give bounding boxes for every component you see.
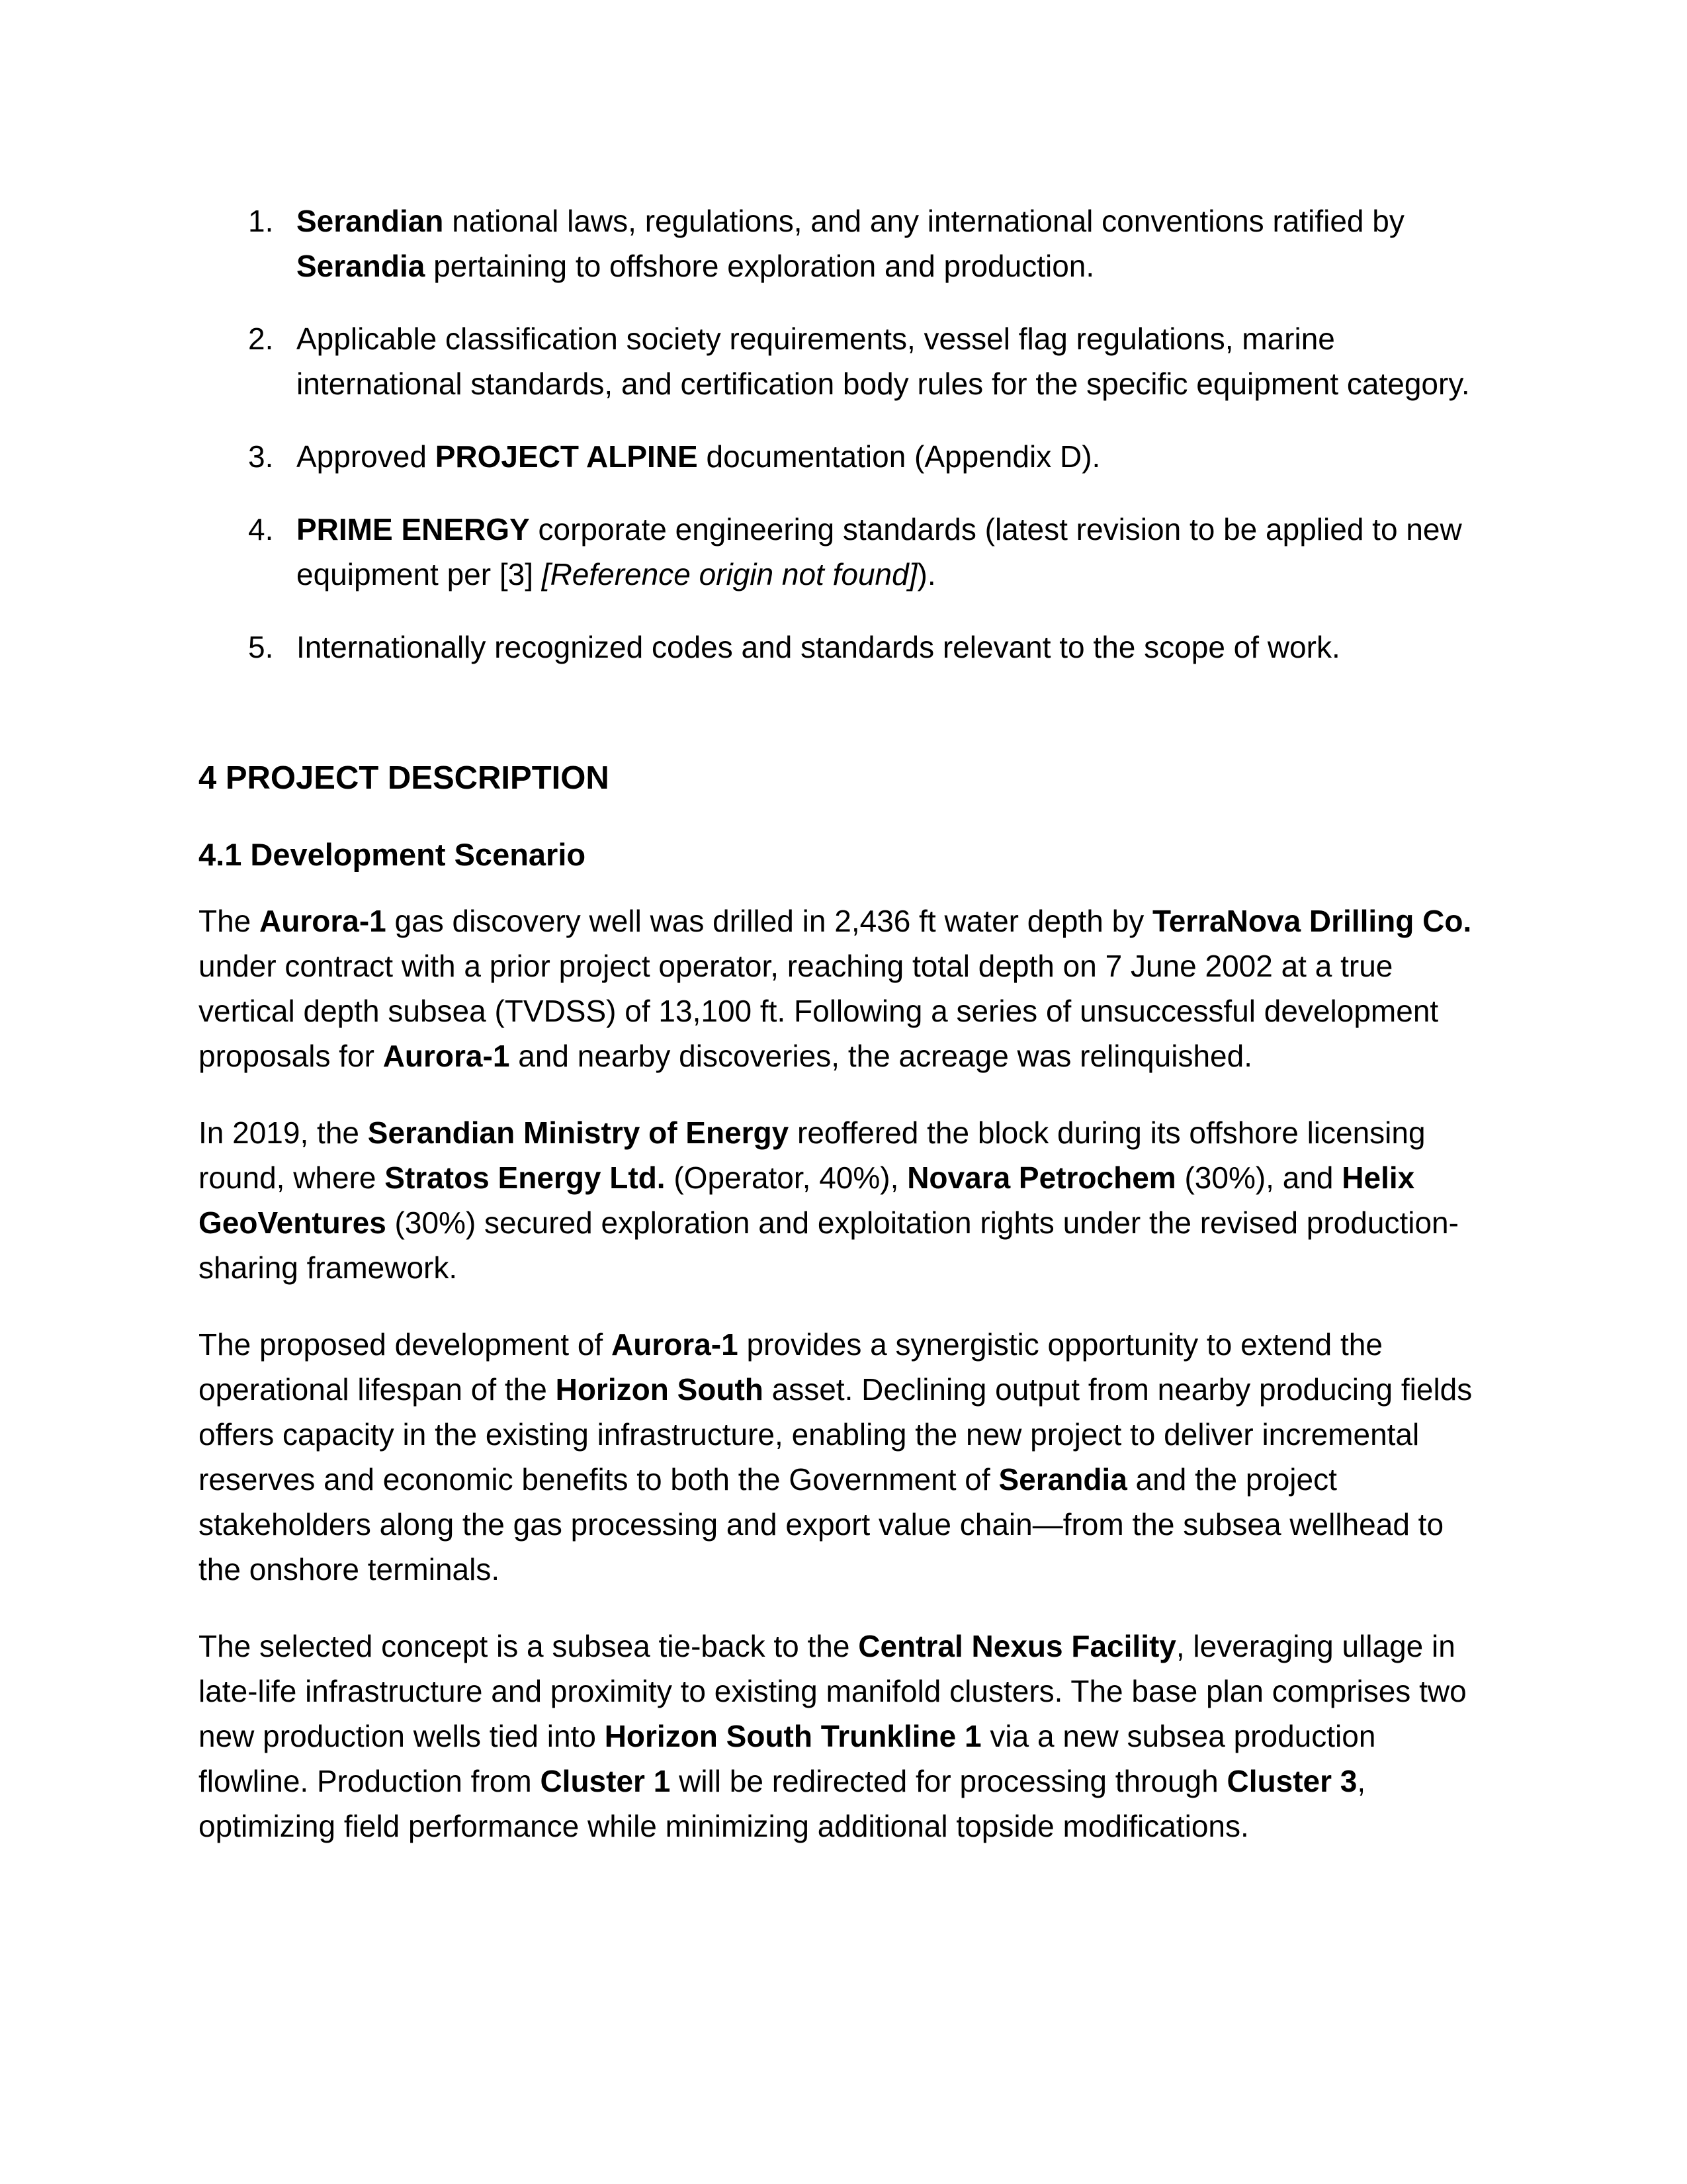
- reference-list: [198, 198, 1489, 670]
- list-item: [248, 507, 1489, 597]
- list-item-number: 2.: [248, 322, 274, 356]
- list-item-number: 1.: [248, 204, 274, 238]
- list-item: [248, 198, 1489, 288]
- body-paragraph: In 2019, the Serandian Ministry of Energy reoffered the block during its offshore licensing round, where Stratos Energy Ltd. (Operator, 40%), Novara Petrochem (30%), and Helix GeoVentures (30%) secured exploration and exploitation rights under the revised production-sharing framework.: [198, 1115, 1459, 1285]
- list-item-text: Internationally recognized codes and standards relevant to the scope of work.: [296, 630, 1340, 664]
- section-heading: 4 PROJECT DESCRIPTION: [198, 760, 609, 796]
- list-item-text: Serandian national laws, regulations, and any international conventions ratified by Serandia pertaining to offshore exploration and production.: [296, 204, 1405, 283]
- body-paragraph: The Aurora-1 gas discovery well was drilled in 2,436 ft water depth by TerraNova Drilling Co. under contract with a prior project operator, reaching total depth on 7 June 2002 at a true vertical depth subsea (TVDSS) of 13,100 ft. Following a series of unsuccessful development proposals for Aurora-1 and nearby discoveries, the acreage was relinquished.: [198, 904, 1472, 1073]
- body-paragraph: The selected concept is a subsea tie-back to the Central Nexus Facility, leveraging ullage in late-life infrastructure and proximity to existing manifold clusters. The base plan comprises two new production wells tied into Horizon South Trunkline 1 via a new subsea production flowline. Production from Cluster 1 will be redirected for processing through Cluster 3, optimizing field performance while minimizing additional topside modifications.: [198, 1629, 1467, 1843]
- list-item-number: 4.: [248, 512, 274, 546]
- subsection-heading: 4.1 Development Scenario: [198, 837, 586, 872]
- list-item: [248, 434, 1489, 479]
- list-item-text: PRIME ENERGY corporate engineering standards (latest revision to be applied to new equipment per [3] [Reference origin not found]).: [296, 512, 1462, 591]
- body-paragraphs: [198, 898, 1489, 1849]
- list-item: [248, 316, 1489, 406]
- list-item: [248, 625, 1489, 670]
- list-item-number: 5.: [248, 630, 274, 664]
- list-item-text: Approved PROJECT ALPINE documentation (Appendix D).: [296, 439, 1101, 474]
- body-paragraph: The proposed development of Aurora-1 provides a synergistic opportunity to extend the operational lifespan of the Horizon South asset. Declining output from nearby producing fields offers capacity in the existing infrastructure, enabling the new project to deliver incremental reserves and economic benefits to both the Government of Serandia and the project stakeholders along the gas processing and export value chain—from the subsea wellhead to the onshore terminals.: [198, 1327, 1473, 1587]
- list-item-number: 3.: [248, 439, 274, 474]
- list-item-text: Applicable classification society requirements, vessel flag regulations, marine international standards, and certification body rules for the specific equipment category.: [296, 322, 1470, 401]
